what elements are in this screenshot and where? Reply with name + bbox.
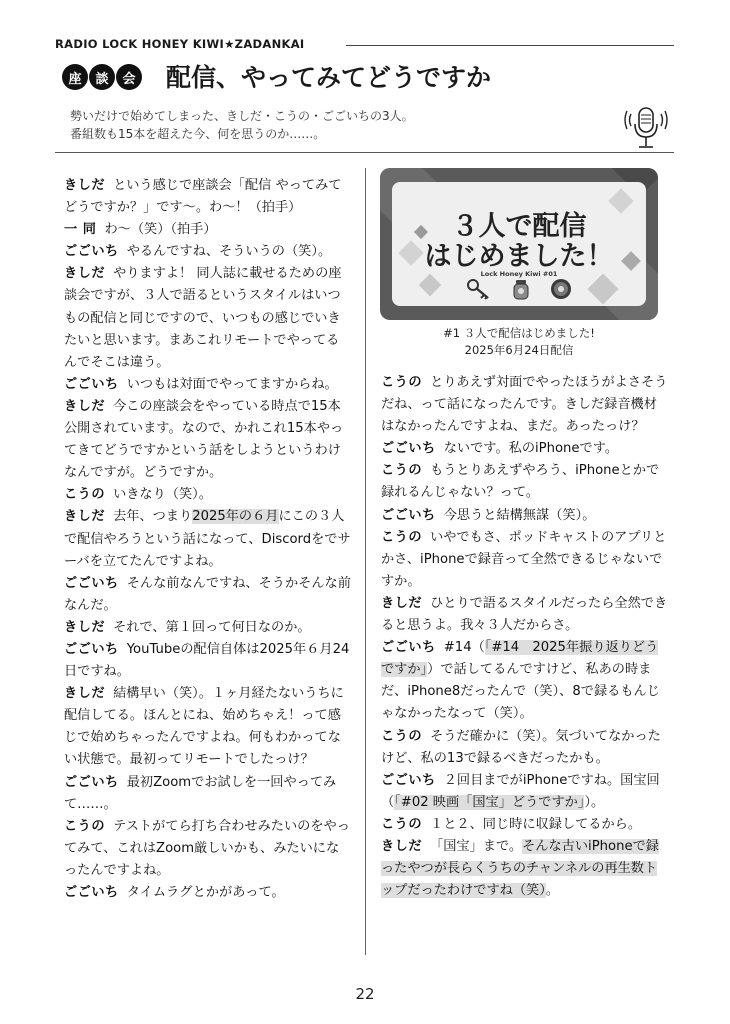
dialogue-text: 去年、つまり: [113, 509, 193, 525]
dialogue-line: [64, 683, 352, 771]
speaker-name: こうの: [64, 487, 106, 503]
dialogue-text: テストがてら打ち合わせみたいのをやってみて、これはZoom厳しいかも、みたいになったんですよね。: [64, 818, 350, 878]
thumbnail-card: [392, 182, 646, 306]
caption-line-1: #1 ３人で配信はじめました!: [443, 326, 595, 340]
badge-kai: 会: [116, 64, 142, 90]
zadankai-badges: [62, 64, 142, 90]
highlighted-text: 「#02 映画「国宝」どうですか」: [394, 794, 585, 810]
dialogue-line: [381, 593, 669, 637]
dialogue-text: それで、第１回って何日なのか。: [113, 619, 311, 635]
lead-line-2: 番組数も15本を超えた今、何を思うのか……。: [70, 127, 326, 141]
speaker-name: きしだ: [64, 509, 106, 525]
dialogue-text: そんな前なんですね、そうかそんな前なんだ。: [64, 575, 351, 613]
dialogue-line: [64, 219, 352, 241]
dialogue-line: [381, 770, 669, 814]
speaker-name: こうの: [64, 818, 106, 834]
article-title: 配信、やってみてどうですか: [166, 63, 492, 92]
badge-za: 座: [62, 64, 88, 90]
dialogue-line: [381, 814, 669, 836]
dialogue-text: いやでもさ、ポッドキャストのアプリとかさ、iPhoneで録音って全然できるじゃないですか。: [381, 529, 667, 589]
dialogue-line: [381, 372, 669, 438]
dialogue-line: [64, 772, 352, 816]
speaker-name: こうの: [381, 463, 423, 479]
dialogue-text: もうとりあえずやろう、iPhoneとかで録れるんじゃない？って。: [381, 463, 660, 501]
speaker-name: きしだ: [64, 178, 106, 193]
speaker-name: ごごいち: [64, 575, 119, 591]
dialogue-text: １と２、同じ時に収録してるから。: [430, 816, 642, 832]
thumbnail-title-line-2: はじめました！: [424, 241, 614, 272]
dialogue-text: ２回目までがiPhoneですね。国宝回（: [381, 772, 660, 810]
column-divider: [365, 168, 366, 955]
speaker-name: こうの: [381, 728, 423, 744]
dialogue-text: ）。: [584, 794, 605, 810]
dialogue-text: いきなり（笑）。: [113, 487, 212, 503]
speaker-name: きしだ: [64, 266, 106, 282]
badge-dan: 談: [89, 64, 115, 90]
dialogue-text: YouTubeの配信自体は2025年６月24日ですね。: [64, 641, 350, 680]
dialogue-text: タイムラグとかがあって。: [126, 885, 285, 900]
lead-text: [70, 107, 414, 143]
thumbnail-icons: [392, 278, 646, 300]
dialogue-text: やるんですね、そういうの（笑）。: [126, 244, 332, 260]
speaker-name: ごごいち: [64, 376, 119, 392]
key-icon: [466, 278, 492, 300]
dialogue-line: [381, 726, 669, 770]
highlighted-text: 「#14 2025年振り返りどうですか」: [381, 640, 659, 678]
highlighted-text: そんな古いiPhoneで録ったやつが長らくうちのチャンネルの再生数トップだったわけですね（笑）: [381, 838, 659, 899]
speaker-name: きしだ: [64, 619, 106, 635]
dialogue-line: [64, 573, 352, 617]
speaker-name: きしだ: [381, 838, 423, 854]
dialogue-text: #14（: [443, 640, 485, 656]
dialogue-line: [64, 617, 352, 639]
speaker-name: ごごいち: [64, 641, 119, 657]
dialogue-text: そうだ確かに（笑）。気づいてなかったけど、私の13で録るべきだったかも。: [381, 728, 661, 766]
dialogue-text: わ〜（笑）（拍手）: [104, 222, 217, 238]
microphone-icon: [624, 104, 668, 150]
dialogue-text: にこの３人で配信やろうという話になって、Discordをでサーバを立てたんですよね。: [64, 509, 351, 569]
episode-thumbnail: [380, 168, 658, 320]
dialogue-text: ないです。私のiPhoneです。: [443, 441, 619, 457]
dialogue-line: [381, 527, 669, 593]
dialogue-text: やりますよ！ 同人誌に載せるための座談会ですが、３人で語るというスタイルはいつもの配信と同じですので、いつもの感じでいきたいと思います。まあこれリモートでやってるんでそこは違う。: [64, 266, 342, 370]
highlighted-text: 2025年の６月: [192, 509, 279, 525]
column-right: [381, 372, 669, 902]
dialogue-line: [64, 374, 352, 396]
dialogue-text: 最初Zoomでお試しを一回やってみて……。: [64, 774, 337, 812]
lead-rule: [55, 152, 674, 153]
speaker-name: きしだ: [381, 595, 423, 611]
speaker-name: ごごいち: [381, 772, 436, 788]
dialogue-text: ）で話してるんですけど、私あの時まだ、iPhone8だったんで（笑）、8で録るもんじゃなかったなって（笑）。: [381, 662, 660, 722]
dialogue-text: 今この座談会をやっている時点で15本公開されています。なので、かれこれ15本やってきてどうですかという話をしようというわけなんですが。どうですか。: [64, 398, 344, 481]
series-title: RADIO LOCK HONEY KIWI★ZADANKAI: [55, 37, 305, 51]
dialogue-line: [64, 396, 352, 484]
dialogue-line: [381, 637, 669, 725]
honey-jar-icon: [512, 278, 530, 300]
thumbnail-caption: [380, 325, 658, 359]
speaker-name: ごごいち: [381, 640, 436, 656]
speaker-name: ごごいち: [64, 244, 119, 260]
dialogue-text: 。: [545, 883, 560, 899]
dialogue-line: [64, 639, 352, 683]
dialogue-text: 結構早い（笑）。１ヶ月経たないうちに配信してる。ほんとにね、始めちゃえ！って感じで始めちゃったんですよね。何もわかってない状態で。最初ってリモートでしたっけ？: [64, 686, 344, 768]
thumbnail-title-line-1: ３人で配信: [451, 211, 587, 242]
speaker-name: ごごいち: [64, 774, 119, 790]
dialogue-line: [64, 882, 352, 904]
speaker-name: きしだ: [64, 398, 106, 414]
speaker-name: ごごいち: [381, 507, 436, 523]
dialogue-line: [64, 484, 352, 506]
dialogue-line: [64, 241, 352, 263]
speaker-name: こうの: [381, 375, 423, 390]
dialogue-line: [64, 263, 352, 373]
dialogue-text: とりあえず対面でやったほうがよさそうだね、って話になったんです。きしだ録音機材はなかったんですよね、まだ。あったっけ？: [381, 375, 668, 435]
dialogue-text: ひとりで語るスタイルだったら全然できると思うよ。我々３人だからさ。: [381, 595, 668, 634]
speaker-name: こうの: [381, 816, 423, 832]
speaker-name: こうの: [381, 529, 423, 545]
dialogue-text: 今思うと結構無謀（笑）。: [443, 507, 596, 523]
dialogue-line: [64, 816, 352, 882]
series-rule: [346, 45, 674, 46]
speaker-name: ごごいち: [381, 441, 436, 457]
dialogue-text: 「国宝」まで。: [430, 838, 523, 854]
speaker-name: ごごいち: [64, 885, 119, 900]
dialogue-line: [381, 438, 669, 460]
dialogue-line: [381, 505, 669, 527]
dialogue-line: [64, 506, 352, 572]
kiwi-icon: [550, 278, 572, 300]
dialogue-line: [64, 175, 352, 219]
caption-line-2: 2025年6月24日配信: [464, 343, 574, 357]
dialogue-line: [381, 836, 669, 902]
thumbnail-subtitle: Lock Honey Kiwi #01: [480, 270, 558, 278]
dialogue-text: という感じで座談会「配信 やってみてどうですか？」です〜。わ〜！（拍手）: [64, 178, 342, 216]
dialogue-text: いつもは対面でやってますからね。: [126, 376, 338, 392]
lead-line-1: 勢いだけで始めてしまった、きしだ・こうの・ごごいちの3人。: [70, 109, 414, 123]
dialogue-line: [381, 460, 669, 504]
column-left: [64, 175, 352, 904]
page-number: 22: [355, 985, 375, 1003]
speaker-name: 一 同: [64, 222, 97, 238]
speaker-name: きしだ: [64, 686, 106, 702]
